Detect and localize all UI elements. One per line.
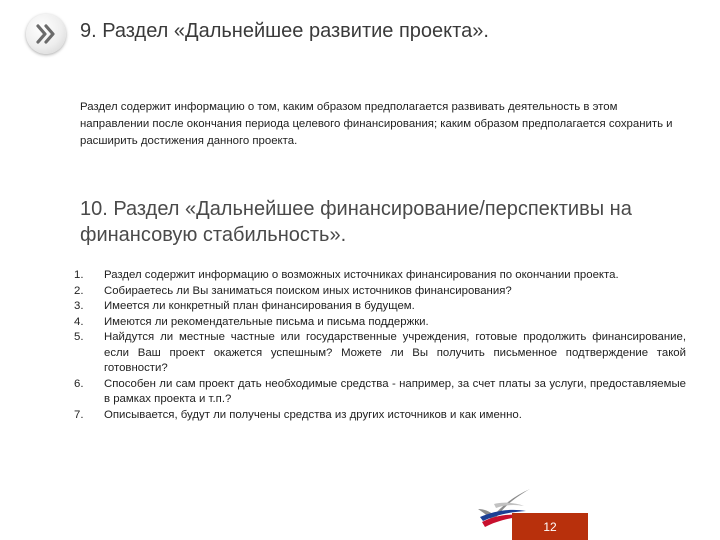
list-item-text: Способен ли сам проект дать необходимые средства - например, за счет платы за услуги, предоставляемые в рамках проекта и т.п.? — [104, 377, 686, 405]
list-item-text: Описывается, будут ли получены средства из других источников и как именно. — [104, 408, 522, 421]
list-item-text: Раздел содержит информацию о возможных источниках финансирования по окончании проекта. — [104, 269, 619, 281]
list-item-text: Имеются ли рекомендательные письма и письма поддержки. — [104, 315, 429, 328]
list-item-number: 5. — [74, 331, 84, 343]
list-item-number: 7. — [74, 408, 84, 421]
list-item-text: Собираетесь ли Вы заниматься поиском иных источников финансирования? — [104, 284, 512, 297]
section-9-description: Раздел содержит информацию о том, каким образом предполагается развивать деятельность в этом направлении после окончания периода целевого финансирования; каким образом предполагается сохранить и расширить достижения данного проекта. — [80, 101, 673, 147]
list-item-number: 4. — [74, 315, 84, 328]
list-item-text: Найдутся ли местные частные или государственные учреждения, готовые продолжить финансирование, если Ваш проект окажется успешным? Можете ли Вы получить письменное подтверждение такой готовности? — [104, 331, 686, 374]
slide-title: 9. Раздел «Дальнейшее развитие проекта». — [80, 20, 489, 42]
list-item-number: 6. — [74, 377, 84, 390]
section-10-title: 10. Раздел «Дальнейшее финансирование/перспективы на финансовую стабильность». — [80, 198, 632, 246]
section-10-list — [74, 268, 686, 423]
list-item — [74, 377, 686, 408]
list-item — [74, 330, 686, 377]
double-chevron-right-icon — [26, 14, 66, 54]
list-item-number: 2. — [74, 284, 84, 297]
list-item — [74, 284, 686, 300]
list-item-number: 3. — [74, 300, 84, 312]
list-item — [74, 408, 686, 424]
list-item-number: 1. — [74, 269, 84, 281]
list-item — [74, 268, 686, 284]
page-number: 12 — [512, 513, 588, 540]
list-item — [74, 315, 686, 331]
list-item-text: Имеется ли конкретный план финансирования в будущем. — [104, 300, 415, 312]
list-item — [74, 299, 686, 315]
